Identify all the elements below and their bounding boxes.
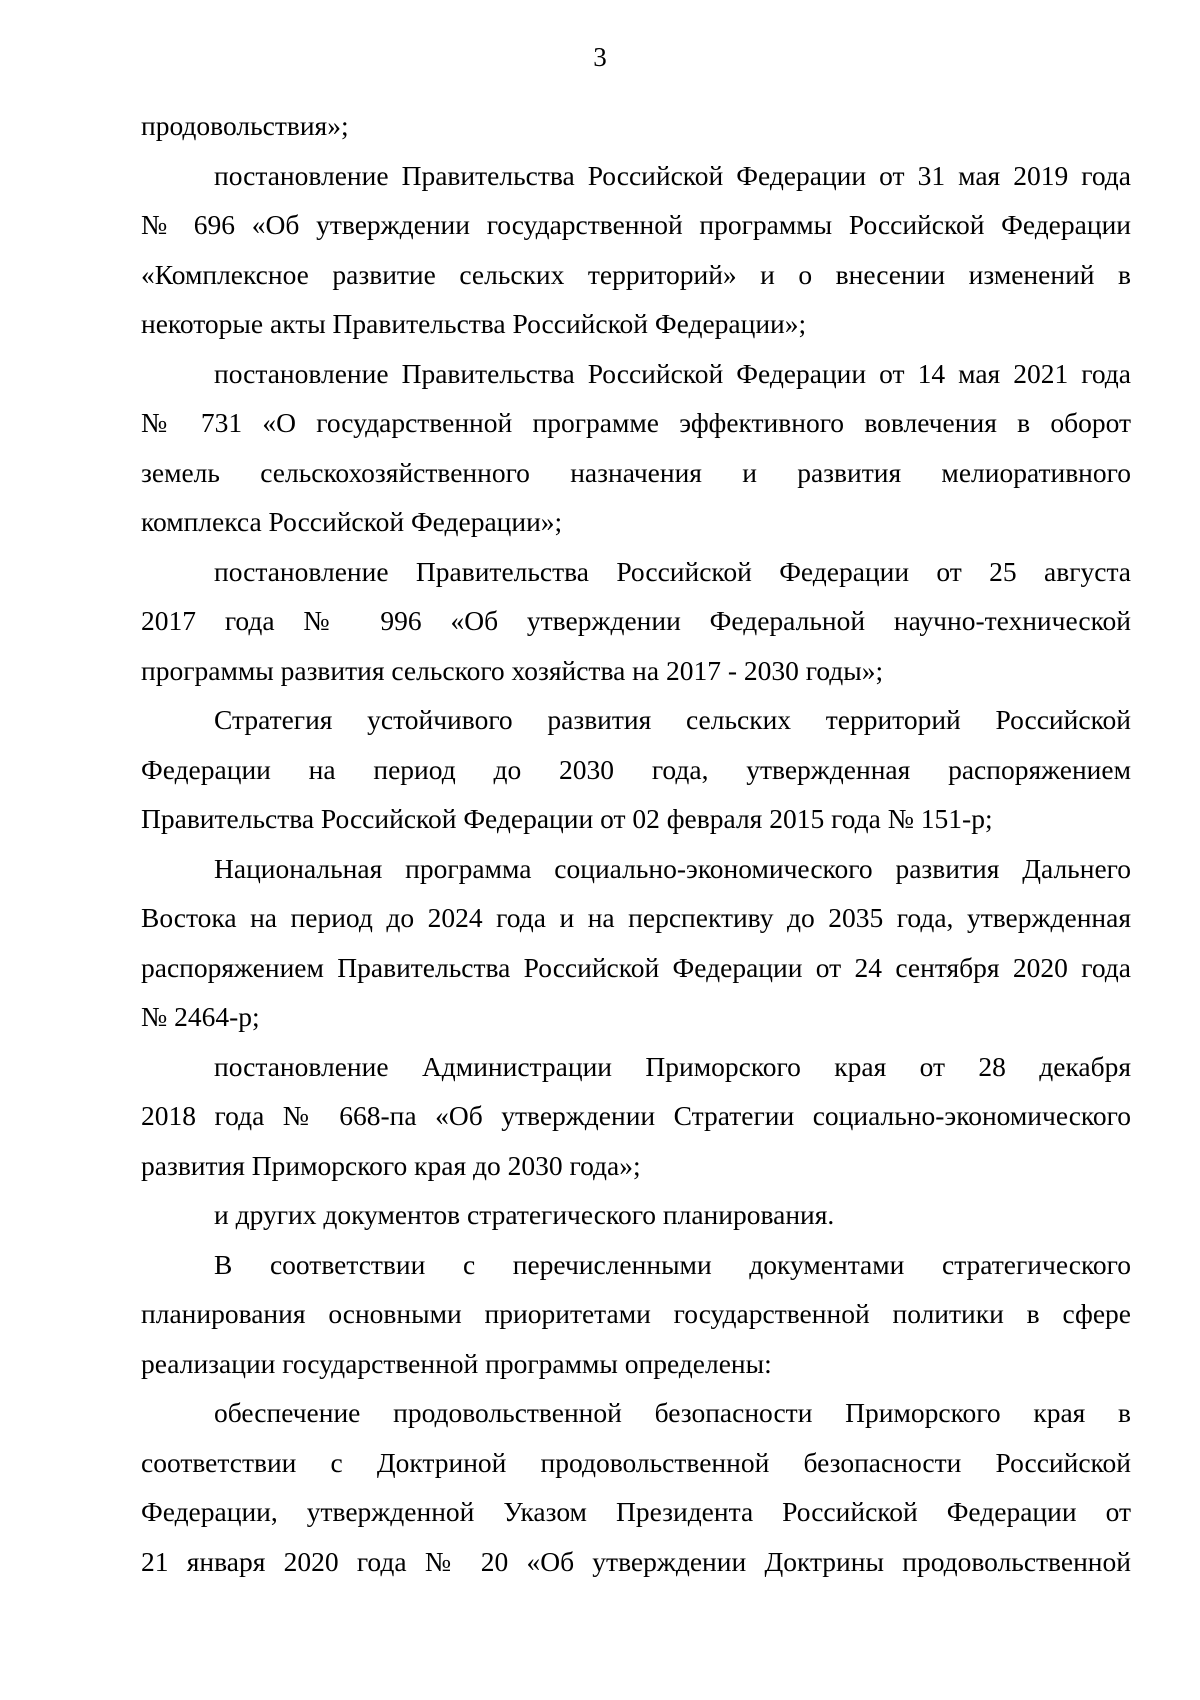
text-line: программы развития сельского хозяйства на 2017 - 2030 годы»; xyxy=(141,654,884,686)
text-line: 2018 года № 668-па «Об утверждении Стратегии социально-экономического xyxy=(141,1100,1131,1131)
text-line: № 2464-р; xyxy=(141,1001,260,1032)
text-line: Стратегия устойчивого развития сельских территорий Российской xyxy=(214,704,1131,735)
text-line: реализации государственной программы определены: xyxy=(141,1347,772,1379)
text-line: планирования основными приоритетами государственной политики в сфере xyxy=(141,1298,1131,1329)
text-line: Федерации, утвержденной Указом Президента Российской Федерации от xyxy=(141,1496,1131,1527)
text-line: земель сельскохозяйственного назначения и развития мелиоративного xyxy=(141,456,1131,488)
text-line: постановление Администрации Приморского края от 28 декабря xyxy=(214,1050,1131,1082)
paragraph xyxy=(141,349,1131,547)
paragraph xyxy=(141,1240,1131,1389)
text-line: 2017 года № 996 «Об утверждении Федеральной научно-технической xyxy=(141,605,1131,636)
paragraph xyxy=(141,101,1131,151)
text-line: постановление Правительства Российской Федерации от 14 мая 2021 года xyxy=(214,357,1131,389)
text-line: 21 января 2020 года № 20 «Об утверждении Доктрины продовольственной xyxy=(141,1545,1131,1577)
paragraph xyxy=(141,1388,1131,1586)
text-line: № 731 «О государственной программе эффективного вовлечения в оборот xyxy=(141,407,1131,438)
paragraph xyxy=(141,151,1131,349)
text-line: некоторые акты Правительства Российской Федерации»; xyxy=(141,308,807,339)
text-line: развития Приморского края до 2030 года»; xyxy=(141,1149,641,1181)
text-line: продовольствия»; xyxy=(141,110,349,141)
paragraph xyxy=(141,695,1131,844)
paragraph xyxy=(141,547,1131,696)
text-line: и других документов стратегического планирования. xyxy=(214,1199,835,1230)
text-line: постановление Правительства Российской Федерации от 31 мая 2019 года xyxy=(214,159,1131,191)
text-line: распоряжением Правительства Российской Федерации от 24 сентября 2020 года xyxy=(141,951,1131,983)
text-line: В соответствии с перечисленными документами стратегического xyxy=(214,1248,1131,1280)
text-line: постановление Правительства Российской Федерации от 25 августа xyxy=(214,555,1131,587)
text-line: № 696 «Об утверждении государственной программы Российской Федерации xyxy=(141,209,1131,240)
text-line: соответствии с Доктриной продовольственной безопасности Российской xyxy=(141,1446,1131,1478)
text-line: Федерации на период до 2030 года, утвержденная распоряжением xyxy=(141,753,1131,785)
page-number: 3 xyxy=(593,42,607,72)
text-line: Востока на период до 2024 года и на перспективу до 2035 года, утвержденная xyxy=(141,902,1131,933)
text-line: Правительства Российской Федерации от 02 февраля 2015 года № 151-р; xyxy=(141,803,993,834)
document-body xyxy=(141,101,1131,1586)
paragraph xyxy=(141,1042,1131,1191)
paragraph xyxy=(141,1190,1131,1240)
paragraph xyxy=(141,844,1131,1042)
text-line: Национальная программа социально-экономического развития Дальнего xyxy=(214,852,1131,884)
text-line: обеспечение продовольственной безопасности Приморского края в xyxy=(214,1397,1131,1428)
text-line: «Комплексное развитие сельских территорий» и о внесении изменений в xyxy=(141,258,1131,290)
text-line: комплекса Российской Федерации»; xyxy=(141,506,563,537)
